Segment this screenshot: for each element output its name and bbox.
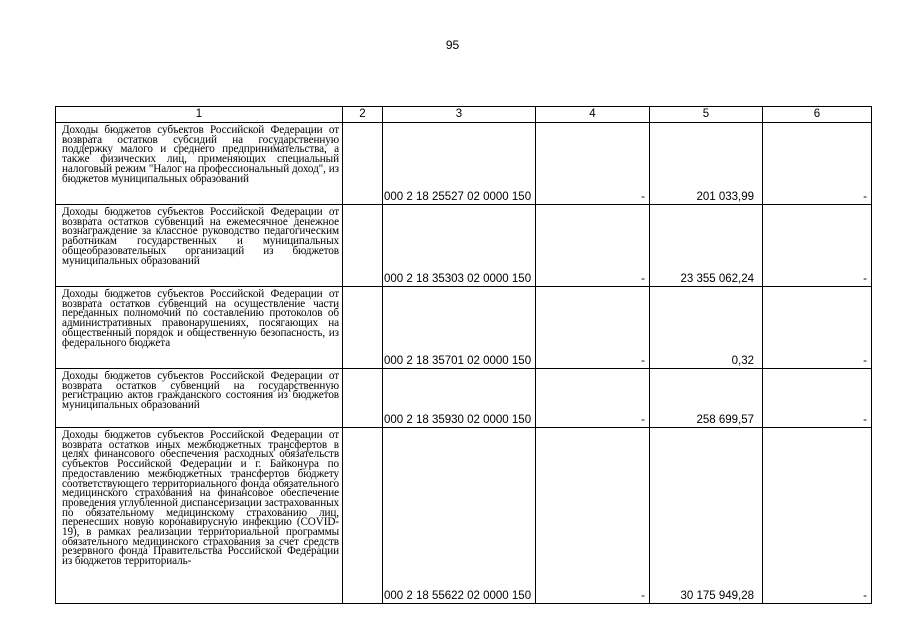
row-code: 000 2 18 35303 02 0000 150	[383, 205, 536, 287]
row-description: Доходы бюджетов субъектов Российской Федерации от возврата остатков иных межбюджетных трансфертов в целях финансового обеспечения расходных обязательств субъектов Российской Федерации и г. Байконура по предоставлению межбюджетных трансфертов бюджету соответствующего территориального фонда обязательного медицинского страхования на финансовое обеспечение проведения углубленной диспансеризации застрахованных по обязательному медицинскому страхованию лиц, перенесших новую коронавирусную инфекцию (COVID-19), в рамках реализации территориальной программы обязательного медицинского страхования за счет средств резервного фонда Правительства Российской Федерации из бюджетов территориаль-	[56, 428, 343, 604]
table-row	[56, 287, 872, 369]
row-code: 000 2 18 55622 02 0000 150	[383, 428, 536, 604]
row-col4: -	[536, 428, 650, 604]
row-amount: 30 175 949,28	[650, 428, 763, 604]
row-amount: 201 033,99	[650, 123, 763, 205]
row-col6: -	[763, 123, 872, 205]
row-col2	[343, 369, 383, 428]
row-col2	[343, 287, 383, 369]
row-col4: -	[536, 123, 650, 205]
header-col-2: 2	[343, 107, 383, 123]
row-col2	[343, 428, 383, 604]
row-col2	[343, 123, 383, 205]
page-number: 95	[445, 38, 460, 52]
row-description: Доходы бюджетов субъектов Российской Федерации от возврата остатков субвенций на ежемесячное денежное вознаграждение за классное руководство педагогическим работникам государственных и муниципальных общеобразовательных организаций из бюджетов муниципальных образований	[56, 205, 343, 287]
header-col-1: 1	[56, 107, 343, 123]
header-col-3: 3	[383, 107, 536, 123]
row-col4: -	[536, 205, 650, 287]
table-row	[56, 428, 872, 604]
row-code: 000 2 18 25527 02 0000 150	[383, 123, 536, 205]
row-col4: -	[536, 287, 650, 369]
table-row	[56, 123, 872, 205]
row-col2	[343, 205, 383, 287]
revenue-table	[55, 106, 872, 604]
row-amount: 258 699,57	[650, 369, 763, 428]
row-code: 000 2 18 35930 02 0000 150	[383, 369, 536, 428]
header-col-6: 6	[763, 107, 872, 123]
row-description: Доходы бюджетов субъектов Российской Федерации от возврата остатков субвенций на государственную регистрацию актов гражданского состояния из бюджетов муниципальных образований	[56, 369, 343, 428]
table-row	[56, 369, 872, 428]
row-col6: -	[763, 369, 872, 428]
row-col6: -	[763, 428, 872, 604]
row-description: Доходы бюджетов субъектов Российской Федерации от возврата остатков субсидий на государственную поддержку малого и среднего предпринимательства, а также физических лиц, применяющих специальный налоговый режим "Налог на профессиональный доход", из бюджетов муниципальных образований	[56, 123, 343, 205]
header-col-4: 4	[536, 107, 650, 123]
row-col6: -	[763, 287, 872, 369]
row-description: Доходы бюджетов субъектов Российской Федерации от возврата остатков субвенций на осуществление части переданных полномочий по составлению протоколов об административных правонарушениях, посягающих на общественный порядок и общественную безопасность, из федерального бюджета	[56, 287, 343, 369]
table-row	[56, 205, 872, 287]
header-row	[56, 107, 872, 123]
row-amount: 23 355 062,24	[650, 205, 763, 287]
row-amount: 0,32	[650, 287, 763, 369]
header-col-5: 5	[650, 107, 763, 123]
row-col4: -	[536, 369, 650, 428]
row-code: 000 2 18 35701 02 0000 150	[383, 287, 536, 369]
row-col6: -	[763, 205, 872, 287]
